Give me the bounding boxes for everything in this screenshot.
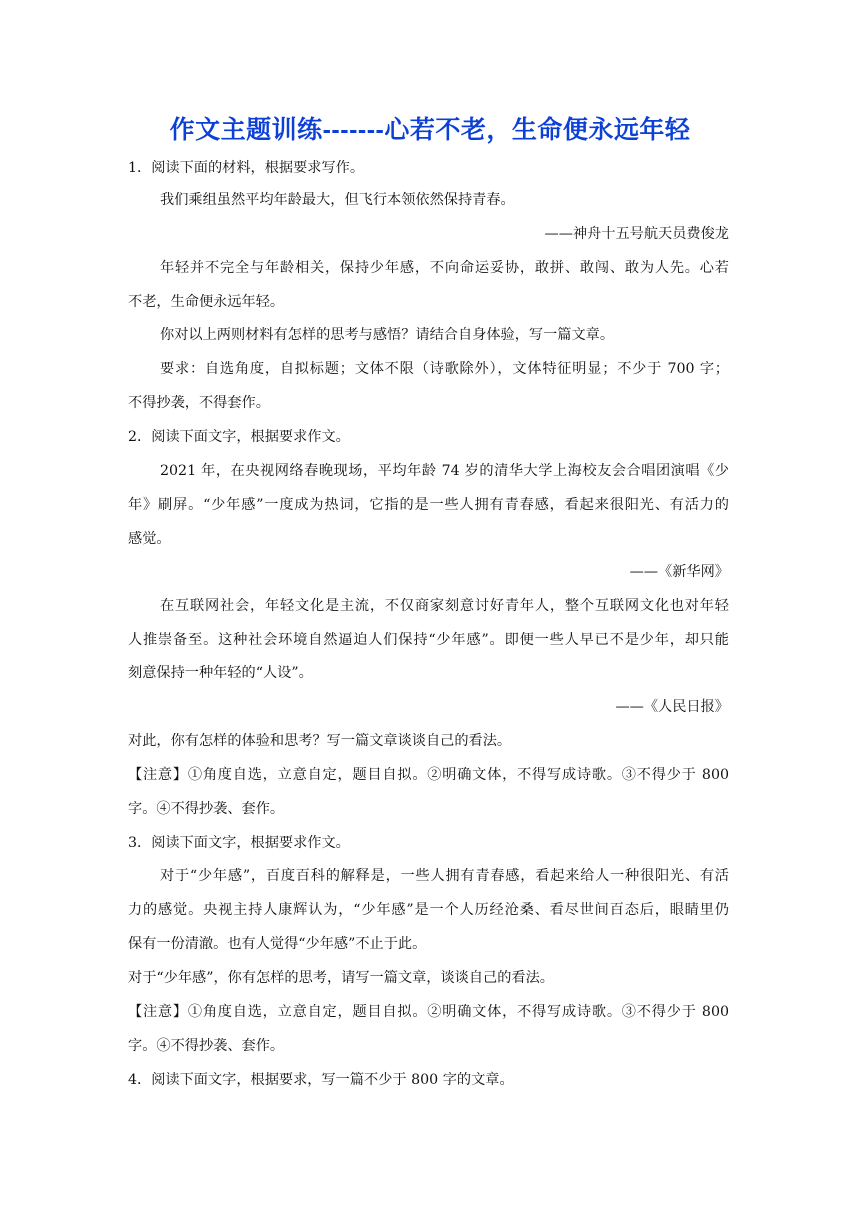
q2-paragraph-line: 在互联网社会，年轻文化是主流，不仅商家刻意讨好青年人，整个互联网文化也对年轻 [160, 598, 729, 614]
q2-source-peoples-daily: ——《人民日报》 [615, 699, 729, 715]
q1-source: ——神舟十五号航天员费俊龙 [544, 226, 729, 242]
q2-prompt: 对此，你有怎样的体验和思考？写一篇文章谈谈自己的看法。 [128, 733, 512, 749]
q3-paragraph-line: 力的感觉。央视主持人康辉认为，“少年感”是一个人历经沧桑、看尽世间百态后，眼睛里仍 [128, 902, 729, 918]
q2-note-cont: 字。④不得抄袭、套作。 [128, 801, 285, 817]
q1-paragraph-line: 不老，生命便永远年轻。 [128, 294, 285, 310]
q2-paragraph-line: 2021 年，在央视网络春晚现场，平均年龄 74 岁的清华大学上海校友会合唱团演唱《少 [160, 463, 729, 479]
q2-heading: 2．阅读下面文字，根据要求作文。 [128, 429, 350, 445]
q4-heading: 4．阅读下面文字，根据要求，写一篇不少于 800 字的文章。 [128, 1072, 514, 1088]
q1-heading: 1．阅读下面的材料，根据要求写作。 [128, 160, 365, 176]
page-title: 作文主题训练-------心若不老，生命便永远年轻 [169, 116, 691, 144]
q1-quote: 我们乘组虽然平均年龄最大，但飞行本领依然保持青春。 [160, 192, 515, 208]
q1-paragraph-line: 年轻并不完全与年龄相关，保持少年感，不向命运妥协，敢拼、敢闯、敢为人先。心若 [160, 260, 729, 276]
q3-note: 【注意】①角度自选，立意自定，题目自拟。②明确文体，不得写成诗歌。③不得少于 800 [128, 1004, 729, 1020]
q3-paragraph-line: 保有一份清澈。也有人觉得“少年感”不止于此。 [128, 936, 427, 952]
q3-prompt: 对于“少年感”，你有怎样的思考，请写一篇文章，谈谈自己的看法。 [128, 970, 554, 986]
q1-requirements: 要求：自选角度，自拟标题；文体不限（诗歌除外），文体特征明显；不少于 700 字； [160, 361, 729, 377]
q3-paragraph-line: 对于“少年感”，百度百科的解释是，一些人拥有青春感，看起来给人一种很阳光、有活 [160, 868, 729, 884]
q2-paragraph-line: 感觉。 [128, 531, 171, 547]
q1-requirements-cont: 不得抄袭，不得套作。 [128, 395, 270, 411]
q1-prompt: 你对以上两则材料有怎样的思考与感悟？请结合自身体验，写一篇文章。 [160, 327, 615, 343]
q3-heading: 3．阅读下面文字，根据要求作文。 [128, 835, 350, 851]
q2-paragraph-line: 年》刷屏。“少年感”一度成为热词，它指的是一些人拥有青春感，看起来很阳光、有活力的 [128, 497, 729, 513]
q2-source-xinhua: ——《新华网》 [629, 564, 729, 580]
q3-note-cont: 字。④不得抄袭、套作。 [128, 1038, 285, 1054]
q2-paragraph-line: 人推崇备至。这种社会环境自然逼迫人们保持“少年感”。即便一些人早已不是少年，却只能 [128, 632, 729, 648]
q2-note: 【注意】①角度自选，立意自定，题目自拟。②明确文体，不得写成诗歌。③不得少于 800 [128, 767, 729, 783]
q2-paragraph-line: 刻意保持一种年轻的“人设”。 [128, 665, 313, 681]
